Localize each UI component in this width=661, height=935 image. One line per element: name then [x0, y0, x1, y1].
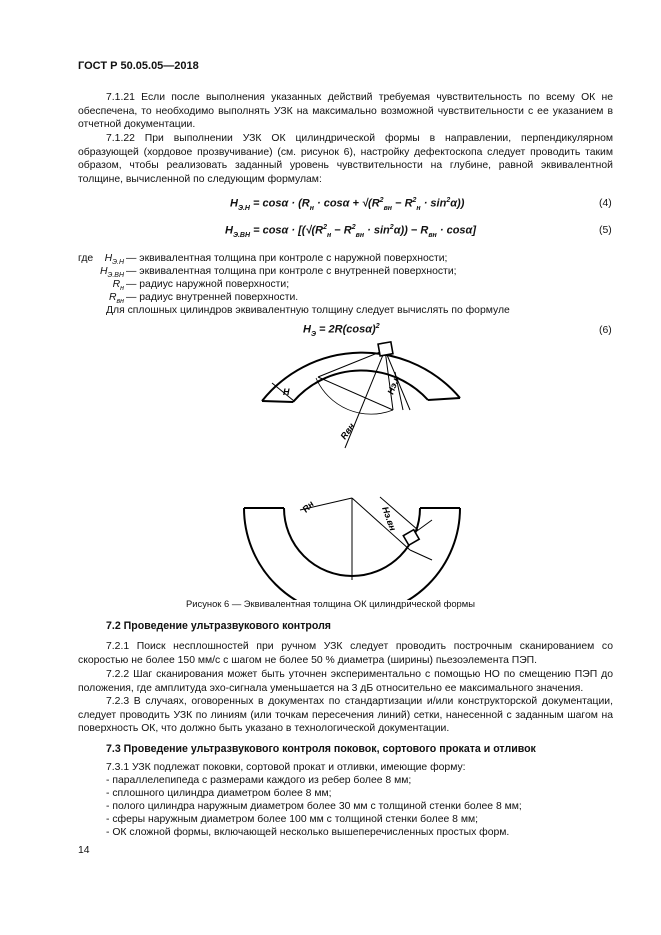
- section-7-2-title: 7.2 Проведение ультразвукового контроля: [106, 620, 331, 632]
- paragraph-7-1-21: 7.1.21 Если после выполнения указанных действий требуемая чувствительность по всему ОК не обеспечена, то необходимо выполнять УЗК на максимально возможной чувствительности с ее указанием в отчетной документации.: [78, 92, 613, 131]
- definition-1: — эквивалентная толщина при контроле с наружной поверхности;: [126, 253, 448, 264]
- where-word: где: [78, 253, 94, 264]
- paragraph-7-2-2: 7.2.2 Шаг сканирования может быть уточнен экспериментально с помощью НО по смещению ПЭП до положения, где амплитуда эхо-сигнала уменьшается на 3 дБ относительно ее максимального значения.: [78, 669, 613, 694]
- list-item: - параллелепипеда с размерами каждого из ребер более 8 мм;: [106, 775, 412, 786]
- formula-5-number: (5): [599, 225, 612, 236]
- symbol-H-e-vn: $H_{Э.ВН}$: [99, 266, 124, 280]
- definition-3: — радиус наружной поверхности;: [126, 279, 290, 290]
- upper-transducer: [378, 342, 393, 356]
- list-item: - сплошного цилиндра диаметром более 8 мм;: [106, 788, 332, 799]
- paragraph-7-2-1: 7.2.1 Поиск несплошностей при ручном УЗК следует проводить построчным сканированием со скоростью не более 150 мм/с с шагом не более 50 % диаметра (ширины) пьезоэлемента ПЭП.: [78, 641, 613, 666]
- formula-6-number: (6): [599, 325, 612, 336]
- solid-cylinder-note: Для сплошных цилиндров эквивалентную толщину следует вычислять по формуле: [106, 305, 510, 316]
- list-item: - полого цилиндра наружным диаметром более 30 мм с толщиной стенки более 8 мм;: [106, 801, 522, 812]
- label-H-e-vn: Hэ.вн: [380, 505, 399, 533]
- formula-4: $H_{Э.Н} = \cos\alpha \cdot (R_н \cdot \cos\alpha + √(R^2_{вн} - R^2_н \cdot \sin^2\alpha))$: [230, 197, 465, 212]
- symbol-R-n: $R_н$: [112, 279, 124, 293]
- paragraph-7-2-3: 7.2.3 В случаях, оговоренных в документах по стандартизации и/или конструкторской документации, следует проводить УЗК по линиям (или точкам пересечения линий) сетки, нанесенной с заданным шагом на поверхность ОК, что должно быть указано в технологической документации.: [78, 696, 613, 735]
- formula-6: $H_Э = 2R(\cos\alpha)^2$: [303, 323, 380, 338]
- document-header: ГОСТ Р 50.05.05—2018: [78, 60, 199, 72]
- paragraph-7-1-22: 7.1.22 При выполнении УЗК ОК цилиндрической формы в направлении, перпендикулярном образующей (хордовое прозвучивание) (см. рисунок 6), настройку дефектоскопа следует проводить таким образом, чтобы реализовать заданный уровень чувствительности на глубине, равной эквивалентной толщине, вычисленной по следующим формулам:: [78, 133, 613, 186]
- formula-4-number: (4): [599, 198, 612, 209]
- label-H-e-n: Hэ.н: [385, 374, 402, 396]
- label-H: H: [283, 387, 290, 397]
- upper-inner-arc: [293, 371, 428, 402]
- label-R-n: Rн: [300, 498, 316, 515]
- symbol-H-e-n: $H_{Э.Н}$: [104, 253, 124, 267]
- definition-2: — эквивалентная толщина при контроле с внутренней поверхности;: [126, 266, 457, 277]
- label-R-vn: Rвн: [338, 421, 357, 442]
- figure-caption: Рисунок 6 — Эквивалентная толщина ОК цилиндрической формы: [186, 598, 475, 609]
- page-number: 14: [78, 845, 90, 856]
- paragraph-7-3-1: 7.3.1 УЗК подлежат поковки, сортовой прокат и отливки, имеющие форму:: [106, 762, 466, 773]
- symbol-R-vn: $R_{вн}$: [108, 292, 124, 306]
- section-7-3-title: 7.3 Проведение ультразвукового контроля поковок, сортового проката и отливок: [106, 743, 536, 755]
- list-item: - сферы наружным диаметром более 100 мм с толщиной стенки более 8 мм;: [106, 814, 478, 825]
- formula-5: $H_{Э.ВН} = \cos\alpha \cdot [(√(R^2_н - R^2_{вн} \cdot \sin^2\alpha)) - R_{вн} \cdot \cos\alpha]$: [225, 224, 477, 239]
- list-item: - ОК сложной формы, включающей несколько вышеперечисленных простых форм.: [106, 827, 510, 838]
- definition-4: — радиус внутренней поверхности.: [126, 292, 299, 303]
